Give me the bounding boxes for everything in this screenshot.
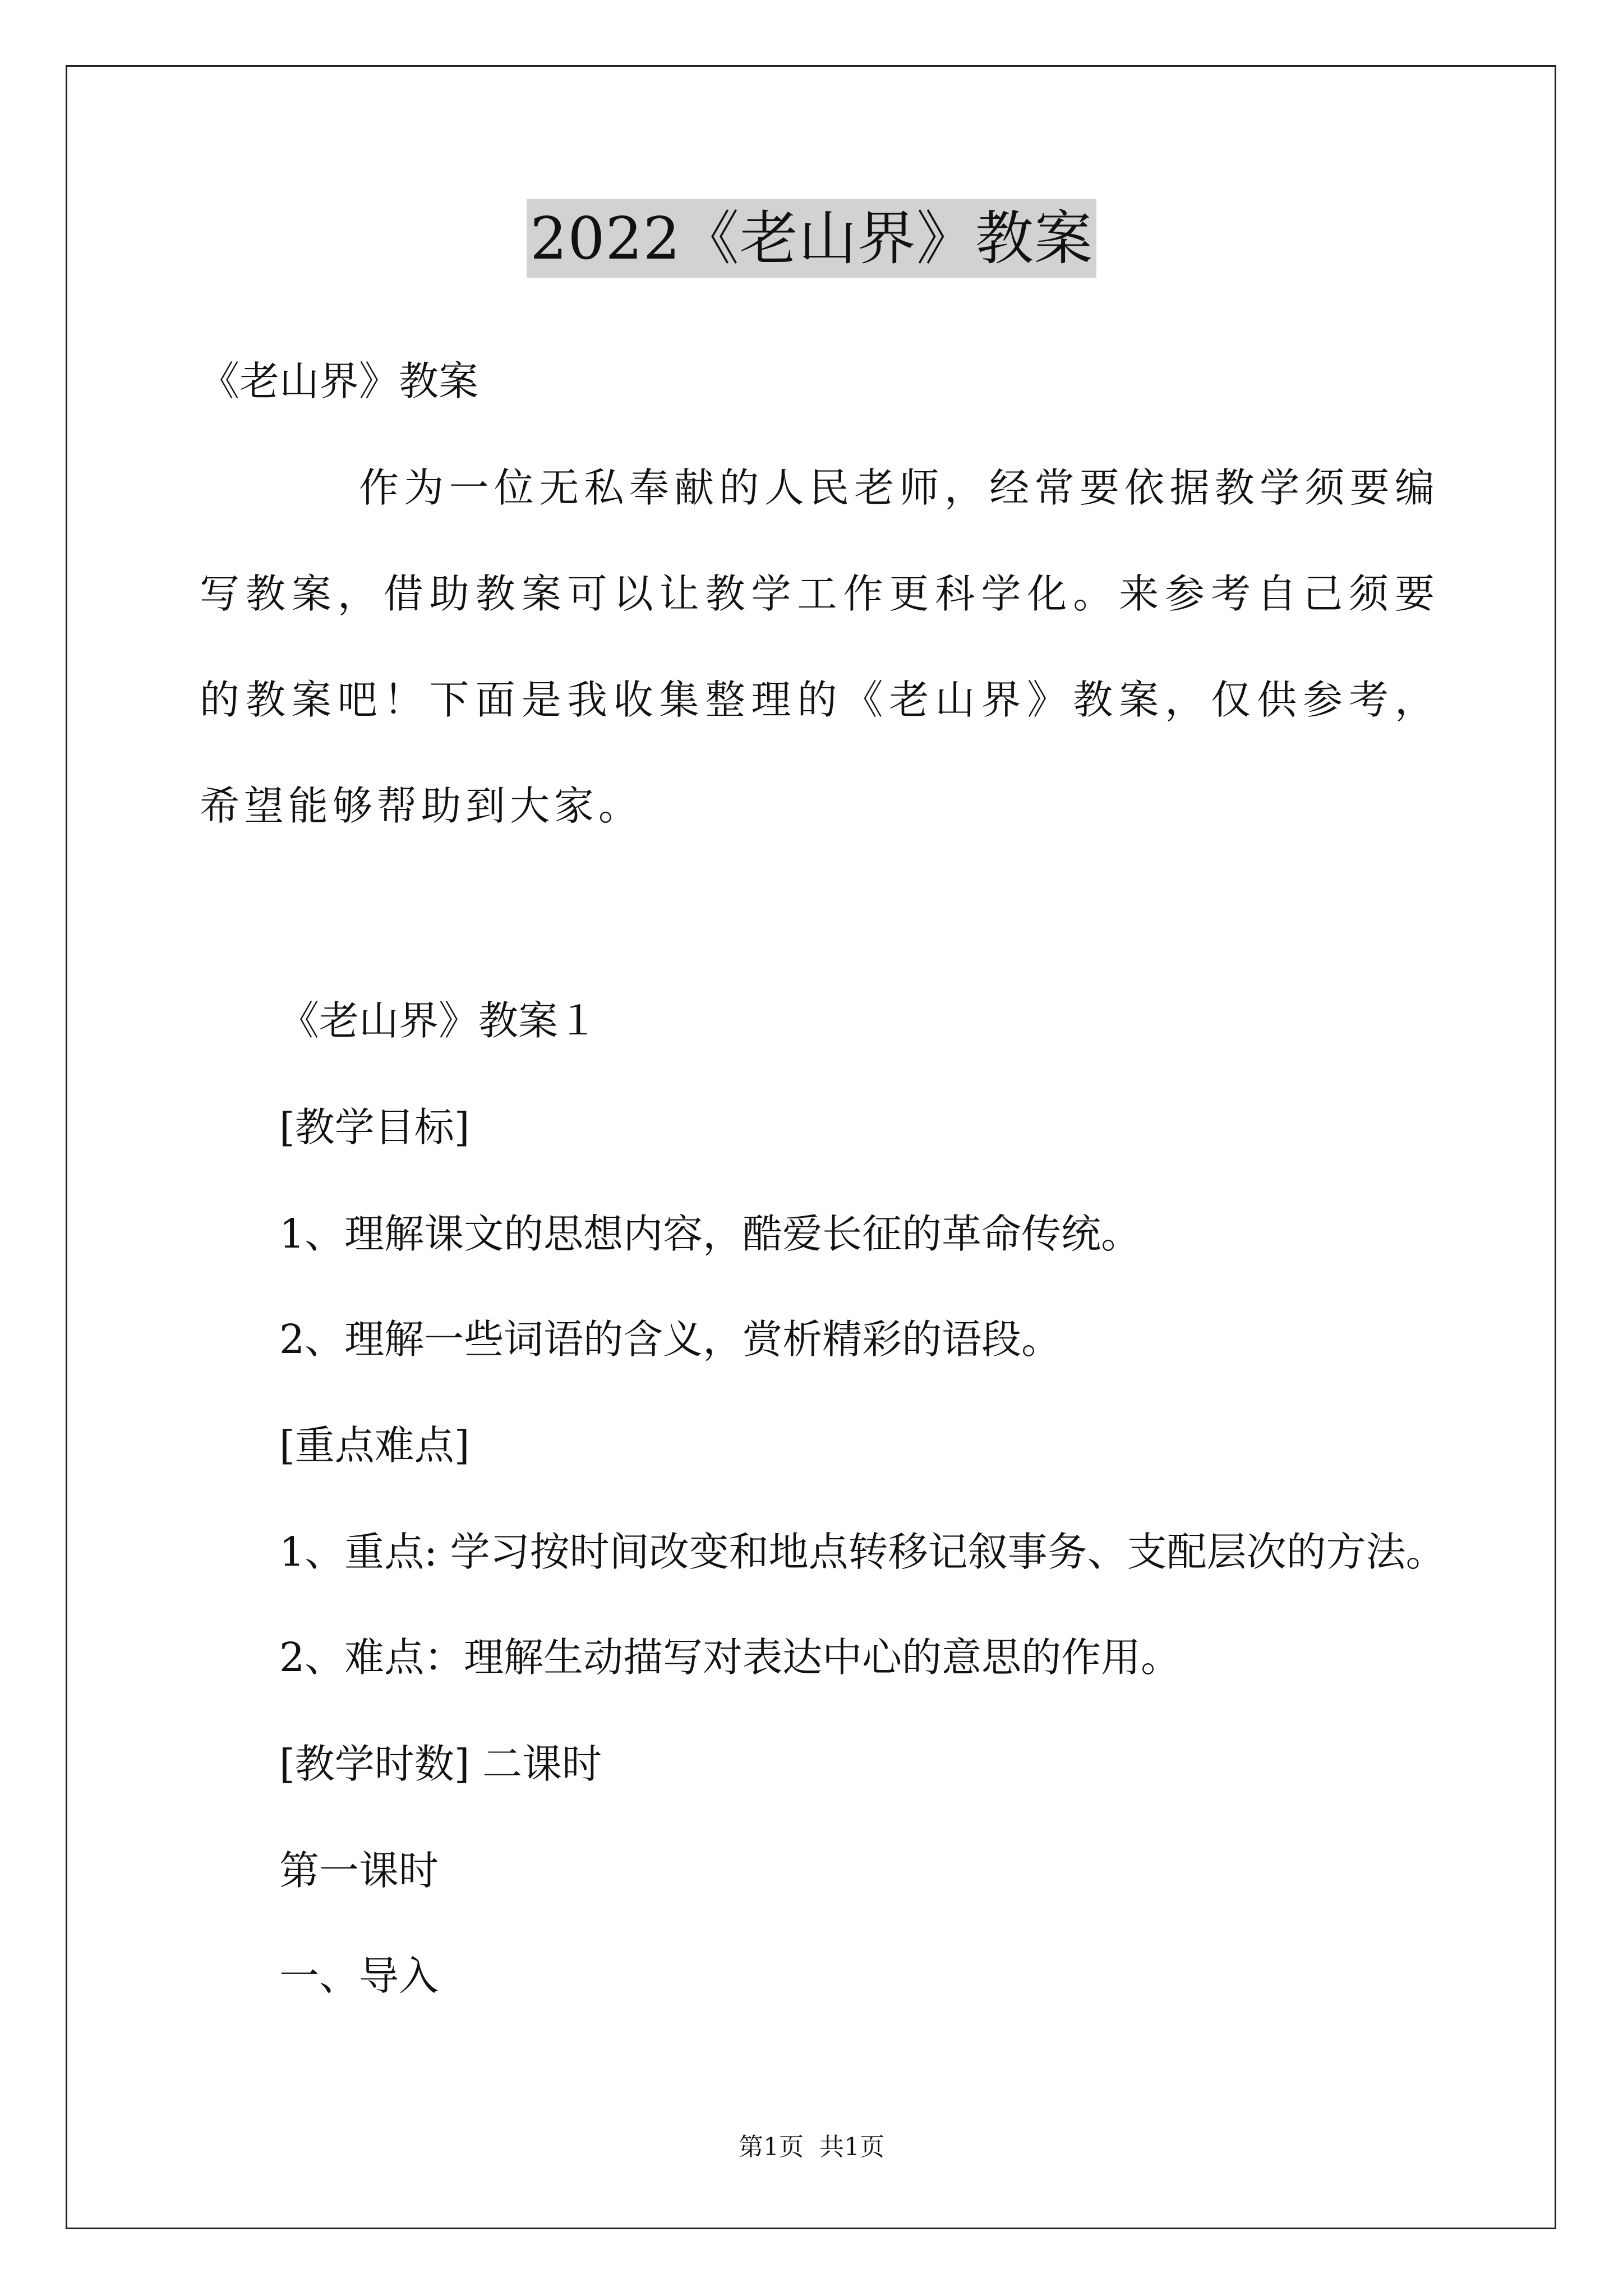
page-footer	[0, 2131, 1623, 2164]
key-points-heading: [重点难点]	[279, 1422, 470, 1469]
first-lesson-heading: 第一课时	[279, 1847, 439, 1894]
section-heading-1: 《老山界》教案１	[279, 997, 598, 1044]
teaching-goals-heading: [教学目标]	[279, 1104, 470, 1151]
page-number-current: 第1页	[739, 2133, 804, 2161]
teaching-hours: [教学时数] 二课时	[279, 1741, 602, 1787]
title-container	[0, 199, 1623, 278]
page-number-total: 共1页	[819, 2133, 884, 2161]
key-point-item-1: 1、重点: 学习按时间改变和地点转移记叙事务、支配层次的方法。	[279, 1529, 1446, 1575]
intro-paragraph: 作为一位无私奉献的人民老师，经常要依据教学须要编写教案，借助教案可以让教学工作更科学化。来参考自己须要的教案吧！下面是我收集整理的《老山界》教案，仅供参考，希望能够帮助到大家。	[200, 464, 1439, 829]
goal-item-1: 1、理解课文的思想内容，酷爱长征的革命传统。	[279, 1211, 1141, 1257]
goal-item-2: 2、理解一些词语的含义，赏析精彩的语段。	[279, 1316, 1062, 1363]
introduction-heading: 一、导入	[279, 1953, 439, 1999]
document-title: 2022《老山界》教案	[527, 199, 1096, 278]
document-subtitle: 《老山界》教案	[200, 358, 479, 404]
key-point-item-2: 2、难点：理解生动描写对表达中心的意思的作用。	[279, 1634, 1181, 1681]
